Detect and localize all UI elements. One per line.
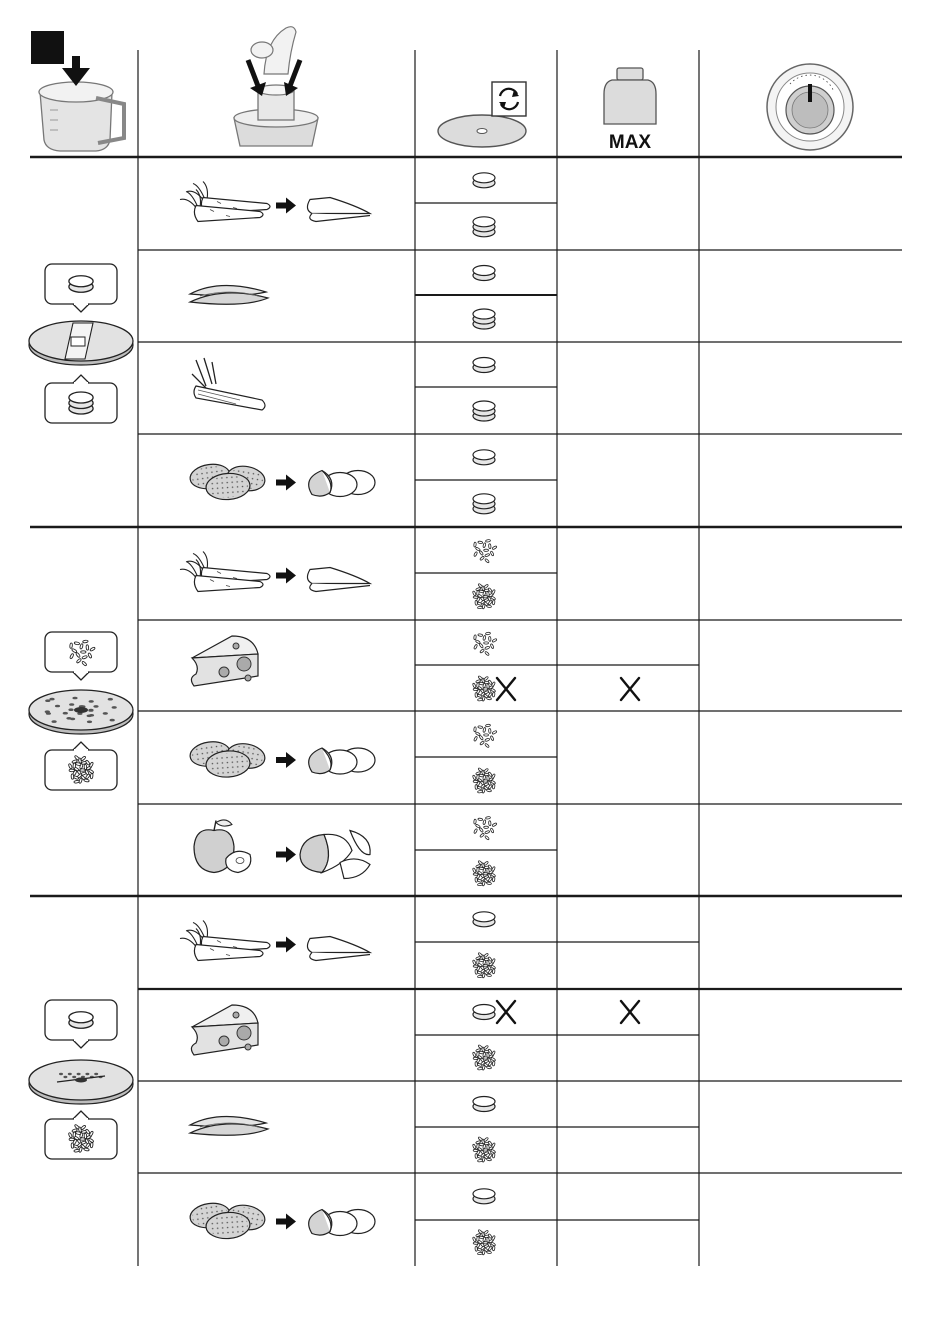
carrot-illustration [180, 552, 370, 592]
slice-disc-icon [473, 173, 495, 188]
speed-dial-icon [767, 64, 853, 150]
cheese-illustration [191, 1005, 258, 1055]
peeled-carrot-icon [307, 568, 370, 592]
fine-grate-icon [472, 1229, 496, 1255]
sliced-potato-icon [309, 748, 375, 774]
food-processor-bowl-icon [39, 56, 124, 151]
slice-thick-icon [473, 401, 495, 421]
slice-thick-icon [473, 494, 495, 514]
slicing-disc-icon [29, 321, 133, 365]
step-marker [31, 31, 64, 64]
carrot-illustration [180, 921, 370, 961]
table-row [189, 724, 498, 793]
reversible-disc-icon [438, 82, 526, 147]
potato-illustration [189, 739, 375, 778]
leek-illustration [192, 358, 265, 410]
cross-icon [497, 1001, 515, 1023]
fine-grate-icon [472, 767, 496, 793]
disc-side-a-bubble [45, 264, 117, 312]
disc-side-b-bubble [45, 1111, 117, 1159]
slice-disc-icon [473, 1189, 495, 1204]
cross-icon [497, 678, 515, 700]
grating-disc-icon [29, 690, 133, 734]
section-slicing-disc [180, 173, 495, 514]
carrot-illustration [180, 182, 370, 222]
disc-side-a-bubble [45, 1000, 117, 1048]
table-rows [180, 173, 639, 1255]
apple-illustration [194, 820, 370, 879]
disc-side-b-bubble [45, 375, 117, 423]
combi-disc-icon [29, 1060, 133, 1104]
peeled-carrot-icon [307, 198, 370, 222]
disc-side-b-bubble [45, 742, 117, 790]
table-row [180, 539, 497, 609]
arrow-icon [276, 1214, 296, 1230]
arrow-icon [276, 752, 296, 768]
potato-illustration [189, 462, 375, 501]
feed-tube-pusher-icon [234, 27, 318, 146]
table-grid [30, 50, 902, 1266]
fine-grate-icon [472, 952, 496, 978]
slice-thick-icon [69, 392, 93, 414]
slice-thick-icon [473, 217, 495, 237]
table-row [189, 1189, 496, 1255]
slice-disc-icon [473, 358, 495, 373]
fine-grate-icon [472, 675, 496, 701]
slice-disc-icon [473, 912, 495, 927]
cucumber-illustration [190, 1116, 268, 1135]
coarse-grate-icon [474, 816, 498, 840]
disc-slicing-disc [29, 264, 133, 423]
table-row [190, 266, 495, 330]
table-row [180, 173, 495, 237]
cheese-illustration [191, 636, 258, 686]
disc-side-a-bubble [45, 632, 117, 680]
slice-disc-icon [473, 1005, 495, 1020]
arrow-icon [276, 568, 296, 584]
slice-disc-icon [473, 266, 495, 281]
slice-disc-icon [473, 1097, 495, 1112]
sliced-potato-icon [309, 471, 375, 497]
disc-grating-disc [29, 632, 133, 790]
fine-grate-icon [472, 860, 496, 886]
section-combi-disc [180, 912, 639, 1255]
fine-grate-icon [472, 1136, 496, 1162]
arrow-icon [276, 475, 296, 491]
table-row [192, 358, 495, 422]
disc-column [29, 264, 133, 1159]
arrow-icon [276, 198, 296, 214]
max-weight-label: MAX [608, 132, 652, 153]
table-row [190, 1097, 496, 1163]
coarse-grate-icon [474, 632, 498, 656]
potato-illustration [189, 1201, 375, 1240]
cross-icon [621, 1001, 639, 1023]
arrow-icon [276, 847, 296, 863]
cucumber-illustration [190, 285, 268, 304]
slice-disc-icon [69, 1012, 93, 1029]
disc-combi-disc [29, 1000, 133, 1159]
arrow-icon [276, 937, 296, 953]
sliced-potato-icon [309, 1210, 375, 1236]
peeled-carrot-icon [307, 937, 370, 961]
slice-disc-icon [69, 276, 93, 293]
fine-grate-icon [472, 1044, 496, 1070]
table-row [189, 450, 495, 514]
table-row [194, 816, 497, 886]
coarse-grate-icon [474, 539, 498, 563]
slice-thick-icon [473, 309, 495, 329]
coarse-grate-icon [474, 724, 498, 748]
max-weight-icon [604, 68, 656, 124]
cut-apple-icon [300, 831, 370, 879]
fine-grate-icon [472, 583, 496, 609]
table-row [180, 912, 496, 978]
cross-icon [621, 678, 639, 700]
slice-disc-icon [473, 450, 495, 465]
section-grating-disc [180, 539, 639, 886]
